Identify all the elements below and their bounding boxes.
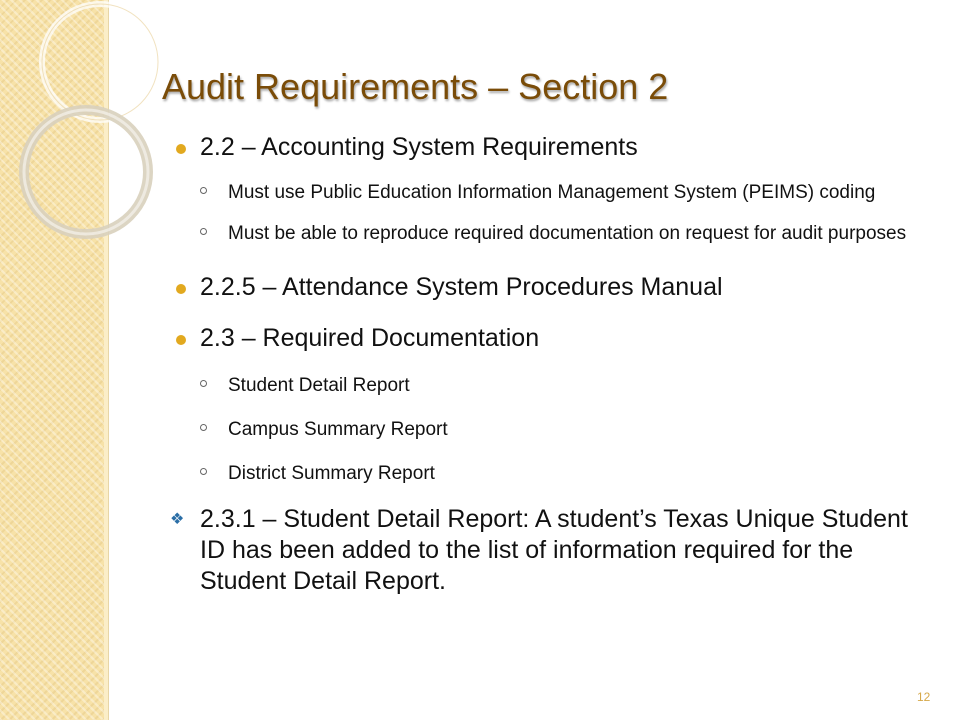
sub-list-item-text: Must use Public Education Information Management System (PEIMS) coding xyxy=(228,182,876,203)
slide-content xyxy=(170,122,930,597)
ring-bullet-icon xyxy=(200,228,207,235)
sub-list-item xyxy=(170,181,930,205)
sub-list-item-text: Student Detail Report xyxy=(228,375,410,396)
sub-list-item xyxy=(170,462,930,486)
bullet-dot-icon xyxy=(176,144,186,154)
ring-bullet-icon xyxy=(200,187,207,194)
list-item xyxy=(170,504,930,597)
list-item-text: 2.3 – Required Documentation xyxy=(200,324,540,352)
page-number: 12 xyxy=(917,690,931,704)
sub-list-item-text: Must be able to reproduce required documentation on request for audit purposes xyxy=(228,223,907,244)
list-item-text: 2.3.1 – Student Detail Report: A student’s Texas Unique Student ID has been added to the list of information required for the Student Detail Report. xyxy=(200,505,908,595)
list-item-text: 2.2 – Accounting System Requirements xyxy=(200,133,638,161)
diamond-icon: ❖ xyxy=(170,511,185,528)
ring-bullet-icon xyxy=(200,468,207,475)
list-item-text: 2.2.5 – Attendance System Procedures Manual xyxy=(200,273,723,301)
ring-bullet-icon xyxy=(200,424,207,431)
ring-bullet-icon xyxy=(200,380,207,387)
sub-list-item xyxy=(170,374,930,398)
bullet-dot-icon xyxy=(176,335,186,345)
list-item xyxy=(170,272,930,303)
slide-title: Audit Requirements – Section 2 xyxy=(162,66,669,107)
sub-list-item xyxy=(170,222,930,246)
sub-list-item xyxy=(170,418,930,442)
sub-list-item-text: Campus Summary Report xyxy=(228,419,448,440)
list-item xyxy=(170,132,930,163)
bullet-dot-icon xyxy=(176,284,186,294)
sub-list-item-text: District Summary Report xyxy=(228,463,435,484)
list-item xyxy=(170,323,930,354)
